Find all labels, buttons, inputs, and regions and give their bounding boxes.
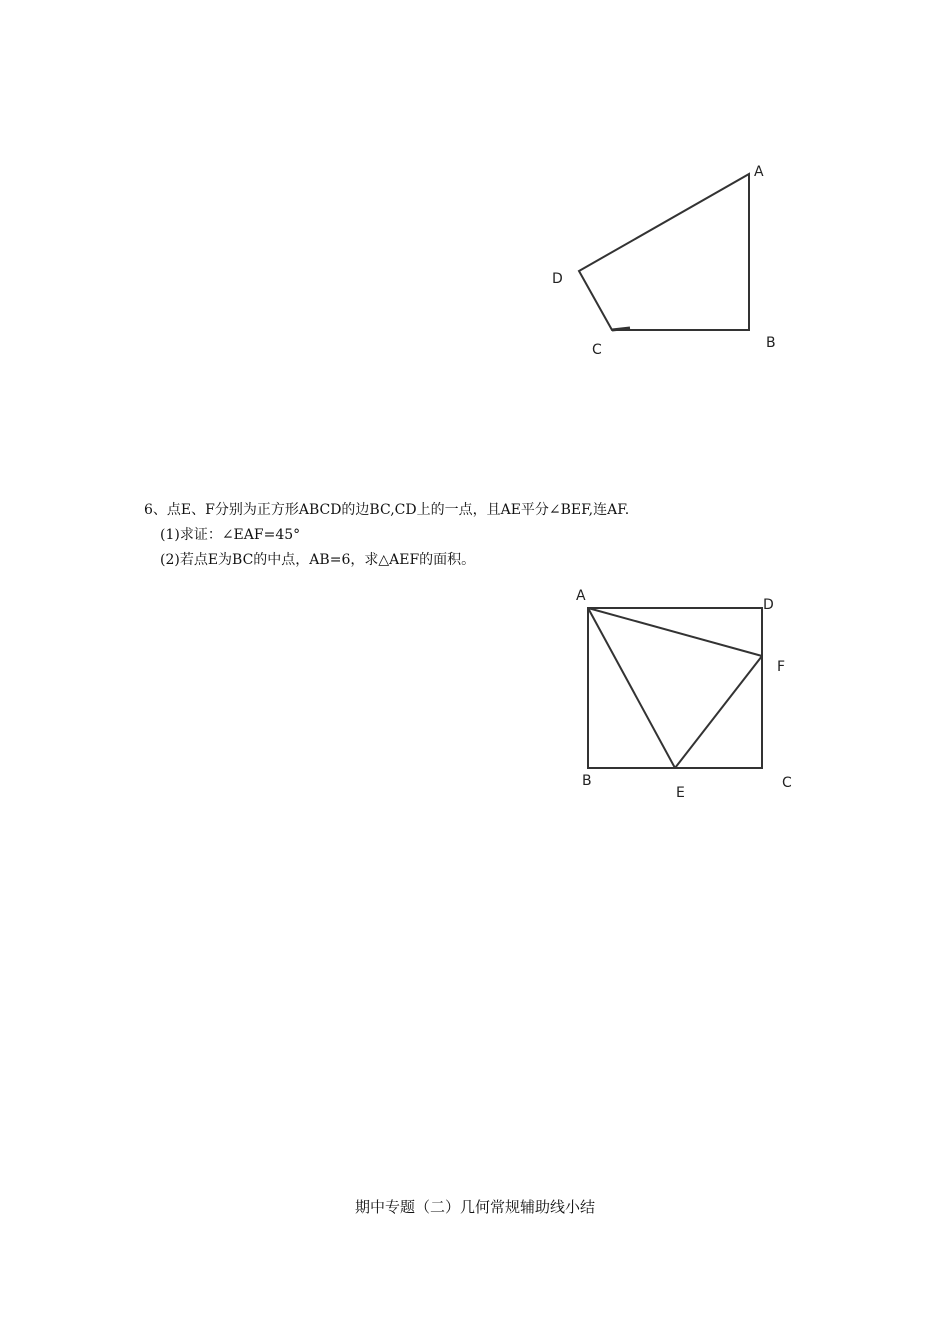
vertex-label-f: F: [777, 659, 786, 675]
vertex-label-c: C: [592, 342, 602, 358]
quadrilateral-abcd: [579, 174, 749, 330]
vertex-label-b: B: [766, 335, 776, 351]
vertex-label-b: B: [582, 773, 592, 789]
segment-ef: [675, 656, 762, 768]
page-footer-title: 期中专题（二）几何常规辅助线小结: [354, 1198, 595, 1216]
segment-c-mark: [612, 328, 630, 330]
vertex-label-c: C: [782, 775, 792, 791]
vertex-label-e: E: [676, 785, 685, 801]
vertex-label-a: A: [754, 164, 764, 180]
vertex-label-d: D: [552, 271, 563, 287]
segment-ae: [588, 608, 675, 768]
problem-6-part-2: (2)若点E为BC的中点，AB=6，求△AEF的面积。: [160, 552, 476, 568]
square-figure: [570, 580, 800, 805]
quadrilateral-figure: [530, 150, 800, 370]
vertex-label-d: D: [763, 597, 774, 613]
problem-6-part-1: (1)求证：∠EAF=45°: [160, 527, 301, 543]
vertex-label-a: A: [576, 588, 586, 604]
segment-af: [588, 608, 762, 656]
problem-6-stem: 6、点E、F分别为正方形ABCD的边BC,CD上的一点，且AE平分∠BEF,连AF.: [144, 502, 630, 518]
